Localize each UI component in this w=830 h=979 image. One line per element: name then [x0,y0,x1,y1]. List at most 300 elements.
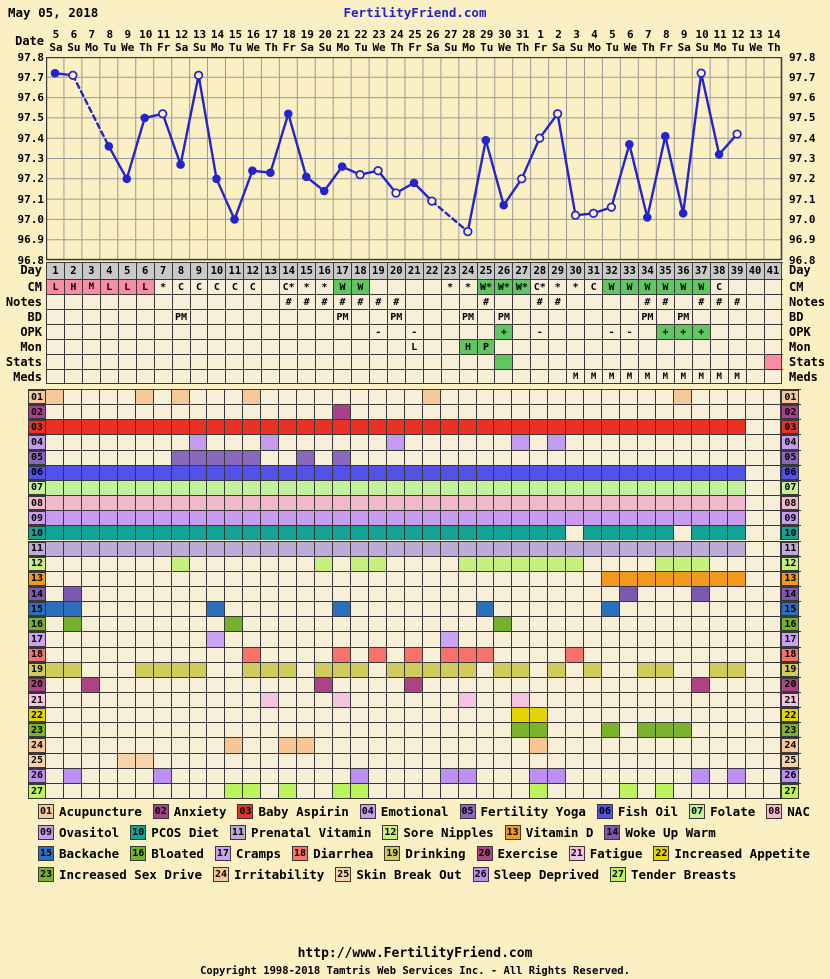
symptom-cell [172,663,190,677]
symptom-cell [674,481,692,495]
symptom-cell [279,678,297,692]
day-cell: 14 [280,263,298,279]
symptom-row-15 [28,601,801,616]
temp-tick-left: 97.4 [17,131,44,145]
symptom-cell [315,405,333,419]
temp-point-open [392,189,400,197]
symptom-cell [728,557,746,571]
symptom-cell [674,602,692,616]
legend-line [38,843,821,864]
bbt-chart-svg [46,57,784,261]
bd-cell [280,310,298,324]
symptom-cell [82,466,100,480]
symptom-cell [423,632,441,646]
legend-item [38,867,202,882]
symptom-cell [548,617,566,631]
symptom-cell [172,572,190,586]
symptom-cell [333,693,351,707]
notes-cell [513,295,531,309]
temp-point-filled [715,150,724,159]
symptom-cell [494,557,512,571]
legend-item [130,825,219,840]
symptom-cell [656,587,674,601]
symptom-cell [459,587,477,601]
day-cell: 12 [244,263,262,279]
symptom-cell [494,738,512,752]
symptom-row-16 [28,616,801,631]
symptom-cell [82,632,100,646]
symptom-row-04 [28,434,801,449]
symptom-cell [351,481,369,495]
symptom-cell [602,511,620,525]
opk-cell [155,325,173,339]
opk-cell [478,325,496,339]
legend-label: Drinking [405,846,466,861]
symptom-cell [279,511,297,525]
cm-cell: C [191,280,209,294]
mon-cell [531,340,549,354]
legend-label: Sleep Deprived [493,867,600,882]
stats-cell [137,355,155,369]
notes-cell [47,295,65,309]
symptom-cell [405,723,423,737]
symptom-cell [566,678,584,692]
stats-cell [693,355,711,369]
symptom-cell [692,557,710,571]
symptom-cell [512,542,530,556]
symptom-cell [441,648,459,662]
symptom-cell [602,557,620,571]
symptom-cell [279,663,297,677]
opk-cell [729,325,747,339]
symptom-cell [405,420,423,434]
legend-item [473,867,599,882]
symptom-cell [118,769,136,783]
mon-cell [262,340,280,354]
legend-item [213,867,324,882]
symptom-cell [710,542,728,556]
symptom-cell [154,738,172,752]
symptom-cell [602,572,620,586]
temp-point-open [356,171,364,179]
symptom-cell [100,617,118,631]
symptom-cell [118,405,136,419]
weekday-label: We [246,41,261,54]
mon-cell [729,340,747,354]
legend-item [292,846,373,861]
meds-cell [747,370,765,384]
symptom-cell [64,511,82,525]
symptom-cell [64,693,82,707]
symptom-cell [530,648,548,662]
symptom-cell [602,405,620,419]
symptom-cell [351,754,369,768]
symptom-cell [638,648,656,662]
symptom-cell [118,632,136,646]
temp-tick-left: 96.8 [17,253,44,267]
legend-label: Fertility Yoga [480,804,586,819]
symptom-cell [351,511,369,525]
symptom-cell [118,754,136,768]
symptom-cell [154,678,172,692]
symptom-cell [46,511,64,525]
symptom-cell [190,723,208,737]
symptom-cell [692,390,710,404]
symptom-cell [369,784,387,799]
site-link[interactable]: FertilityFriend.com [343,5,487,20]
legend-chip: 13 [506,827,519,838]
day-cell: 4 [101,263,119,279]
symptom-cell [620,390,638,404]
symptom-cell [584,632,602,646]
weekday-label: Mo [462,41,476,54]
symptom-cell [710,420,728,434]
symptom-cell [602,526,620,540]
symptom-cell [118,420,136,434]
symptom-cell [46,769,64,783]
symptom-cell [100,723,118,737]
symptom-cell [207,663,225,677]
notes-cell [173,295,191,309]
day-cell: 11 [226,263,244,279]
symptom-cell [315,481,333,495]
symptom-cell [423,405,441,419]
symptom-cell [746,648,764,662]
symptom-cell [692,526,710,540]
legend-item [237,804,348,819]
symptom-cell [172,451,190,465]
symptom-cell [387,648,405,662]
symptom-cell [369,587,387,601]
bd-cell [316,310,334,324]
symptom-number-left: 22 [28,708,46,722]
symptom-cell [136,678,154,692]
symptom-number-right: 25 [781,754,799,768]
symptom-cell [225,466,243,480]
symptom-cell [297,405,315,419]
symptom-cell [620,632,638,646]
symptom-cell [602,784,620,799]
symptom-cell [387,617,405,631]
notes-cell: # [334,295,352,309]
symptom-cell [620,693,638,707]
symptom-cell [512,405,530,419]
data-row-meds [46,369,783,384]
legend-label: Backache [59,846,120,861]
symptom-cell [459,420,477,434]
symptom-cell [692,632,710,646]
symptom-cell [530,435,548,449]
symptom-cell [728,769,746,783]
opk-cell: - [406,325,424,339]
symptom-cell [530,451,548,465]
temp-point-filled [338,162,347,171]
cm-cell [729,280,747,294]
symptom-cell [136,708,154,722]
temp-tick-right: 96.8 [789,253,816,267]
symptom-cell [136,435,154,449]
symptom-cell [100,648,118,662]
weekday-label: We [498,41,512,54]
notes-cell: # [388,295,406,309]
symptom-cell [136,511,154,525]
meds-cell [47,370,65,384]
legend-label: Tender Breasts [631,867,737,882]
symptom-cell [602,769,620,783]
symptom-cell [387,466,405,480]
weekday-label: We [372,41,386,54]
legend-label: Baby Aspirin [258,804,349,819]
symptom-cell [243,738,261,752]
meds-cell [119,370,137,384]
symptom-number-right: 01 [781,390,799,404]
date-number: 24 [390,28,404,41]
symptom-cell [423,648,441,662]
symptom-cell [512,738,530,752]
symptom-cell [172,632,190,646]
symptom-cell [441,663,459,677]
temp-point-filled [104,142,113,151]
symptom-cell [118,496,136,510]
date-number: 10 [139,28,153,41]
symptom-cell [584,390,602,404]
mon-cell [424,340,442,354]
symptom-row-10 [28,525,801,540]
weekday-label: Fr [408,41,422,54]
weekday-label: Su [318,41,332,54]
symptom-cell [459,617,477,631]
symptom-cell [656,435,674,449]
symptom-cell [548,784,566,799]
day-cell: 34 [639,263,657,279]
symptom-cell [746,451,764,465]
symptom-cell [548,420,566,434]
symptom-cell [602,542,620,556]
weekday-label: Su [569,41,584,54]
notes-cell [137,295,155,309]
symptom-cell [190,481,208,495]
symptom-cell [279,451,297,465]
cm-cell: W [352,280,370,294]
symptom-cell [584,693,602,707]
legend-chip: 21 [570,848,583,859]
symptom-cell [46,678,64,692]
temp-point-open [590,209,598,217]
symptom-cell [243,420,261,434]
symptom-cell [602,390,620,404]
symptom-cell [297,723,315,737]
symptom-cell [136,390,154,404]
notes-cell [567,295,585,309]
symptom-cell [423,557,441,571]
symptom-cell [638,420,656,434]
symptom-cell [692,708,710,722]
symptom-cell [100,738,118,752]
symptom-cell [82,481,100,495]
day-cell: 33 [621,263,639,279]
symptom-cell [207,738,225,752]
symptom-cell [710,632,728,646]
symptom-cell [656,617,674,631]
symptom-cell [100,481,118,495]
cm-cell: W [639,280,657,294]
symptom-cell [620,784,638,799]
footer-url-link[interactable]: http://www.FertilityFriend.com [297,946,533,961]
symptom-cell [82,784,100,799]
symptom-cell [656,784,674,799]
symptom-cell [82,738,100,752]
temp-tick-right: 97.5 [789,111,816,125]
notes-cell [262,295,280,309]
weekday-label: Mo [210,41,225,54]
symptom-cell [584,617,602,631]
symptom-cell [172,481,190,495]
temp-point-open [518,175,526,183]
symptom-cell [728,602,746,616]
weekday-label: Mo [85,41,99,54]
symptom-cell [674,557,692,571]
symptom-cell [369,405,387,419]
symptom-cell [764,587,782,601]
symptom-cell [297,435,315,449]
symptom-cell [548,648,566,662]
symptom-cell [548,557,566,571]
symptom-cell [225,754,243,768]
stats-cell [316,355,334,369]
symptom-cell [46,663,64,677]
stats-cell [334,355,352,369]
weekday-label: We [121,41,135,54]
symptom-cell [423,420,441,434]
symptom-cell [225,572,243,586]
day-cell: 22 [424,263,442,279]
symptom-cell [548,587,566,601]
symptom-cell [423,526,441,540]
temp-point-filled [212,174,221,183]
symptom-cell [190,542,208,556]
notes-cell [442,295,460,309]
bd-cell [531,310,549,324]
symptom-cell [190,390,208,404]
symptom-cell [764,784,782,799]
symptom-cell [351,557,369,571]
mon-cell [442,340,460,354]
symptom-cell [46,451,64,465]
symptom-cell [584,738,602,752]
symptom-cell [387,632,405,646]
weekday-label: Tu [354,41,368,54]
symptom-cell [297,663,315,677]
symptom-cell [638,617,656,631]
mon-cell [567,340,585,354]
symptom-cell [279,557,297,571]
day-cell: 20 [388,263,406,279]
date-number: 10 [695,28,709,41]
symptom-cell [656,511,674,525]
symptom-cell [602,723,620,737]
opk-cell: - [603,325,621,339]
symptom-cell [441,587,459,601]
symptom-cell [279,784,297,799]
symptom-number-right: 10 [781,526,799,540]
symptom-cell [369,420,387,434]
mon-cell: H [460,340,478,354]
symptom-cell [46,784,64,799]
weekday-label: Tu [480,41,494,54]
symptom-cell [279,526,297,540]
symptom-cell [46,390,64,404]
symptom-cell [566,511,584,525]
symptom-cell [82,769,100,783]
symptom-cell [207,708,225,722]
day-cell: 39 [729,263,747,279]
symptom-cell [656,754,674,768]
notes-cell [406,295,424,309]
symptom-cell [100,572,118,586]
symptom-cell [674,708,692,722]
symptom-cell [692,420,710,434]
symptom-cell [512,632,530,646]
symptom-cell [154,420,172,434]
symptom-cell [423,769,441,783]
cm-cell [262,280,280,294]
symptom-cell [154,451,172,465]
symptom-cell [46,572,64,586]
symptom-cell [190,602,208,616]
temp-point-open [697,69,705,77]
symptom-cell [225,420,243,434]
symptom-cell [100,708,118,722]
symptom-number-right: 03 [781,420,799,434]
symptom-cell [118,708,136,722]
symptom-cell [710,754,728,768]
date-number: 26 [426,28,440,41]
symptom-cell [728,466,746,480]
symptom-cell [441,617,459,631]
symptom-cell [728,693,746,707]
meds-cell [65,370,83,384]
stats-cell [262,355,280,369]
cm-cell [747,280,765,294]
symptom-cell [746,420,764,434]
symptom-cell [369,769,387,783]
symptom-cell [190,784,208,799]
symptom-cell [369,511,387,525]
symptom-cell [423,754,441,768]
symptom-cell [261,723,279,737]
symptom-row-05 [28,450,801,465]
date-number: 31 [516,28,530,41]
symptom-cell [190,632,208,646]
symptom-cell [207,602,225,616]
temp-point-filled [248,166,257,175]
symptom-cell [512,754,530,768]
symptom-row-25 [28,753,801,768]
symptom-cell [638,738,656,752]
day-cell: 27 [513,263,531,279]
row-label-right: OPK [789,325,811,339]
symptom-cell [459,481,477,495]
symptom-cell [638,693,656,707]
symptom-number-right: 18 [781,648,799,662]
symptom-cell [764,496,782,510]
symptom-cell [190,648,208,662]
temp-tick-right: 97.6 [789,91,816,105]
symptom-cell [566,693,584,707]
bd-cell [567,310,585,324]
symptom-number-left: 15 [28,602,46,616]
symptom-cell [297,451,315,465]
